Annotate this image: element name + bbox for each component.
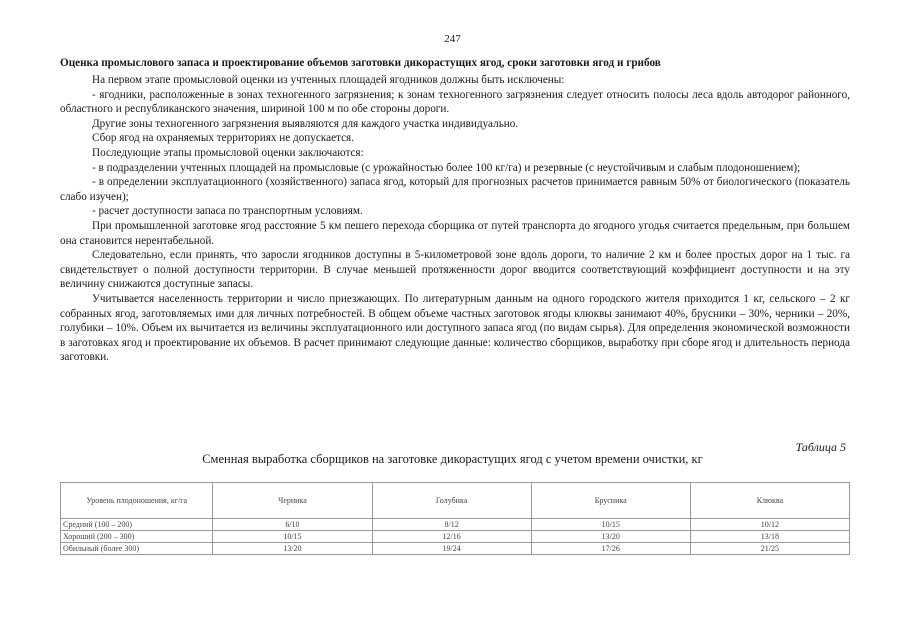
header-cell: Клюква xyxy=(690,483,849,519)
section-heading: Оценка промыслового запаса и проектирование объемов заготовки дикорастущих ягод, сроки заготовки ягод и грибов xyxy=(60,57,661,69)
paragraph: Учитывается населенность территории и число приезжающих. По литературным данным на одного городского жителя приходится 1 кг, сельского – 2 кг собранных ягод, заготовляемых ими для личных потребностей. В общем объеме частных заготовок ягоды клюквы занимают 40%, брусники – 30%, черники – 20%, голубики – 10%. Объем их вычитается из величины эксплуатационного или доступного запаса ягод (по видам сырья). Для определения экономической возможности в заготовках ягод и проектирование их объемов. В расчет принимают следующие данные: количество сборщиков, выработку при сборе ягод и длительность периода заготовки. xyxy=(60,292,850,364)
table-cell: 21/25 xyxy=(690,543,849,555)
yield-table xyxy=(60,482,850,555)
paragraph: Следовательно, если принять, что заросли ягодников доступны в 5-километровой зоне вдоль дороги, то наличие 2 км и более простых дорог на 1 тыс. га свидетельствует о полной доступности территории. В случае меньшей протяженности дорог вводится соответствующий коэффициент доступности и на эту величину снижаются доступные запасы. xyxy=(60,249,850,291)
table-cell: 13/20 xyxy=(531,531,690,543)
table-cell: 10/15 xyxy=(213,531,372,543)
paragraph: - в определении эксплуатационного (хозяйственного) запаса ягод, который для прогнозных расчетов принимается равным 50% от биологического (показатель слабо изучен); xyxy=(60,176,850,203)
table-header-row xyxy=(61,483,850,519)
table-row xyxy=(61,543,850,555)
paragraph: - расчет доступности запаса по транспортным условиям. xyxy=(92,205,363,218)
table-cell: 6/10 xyxy=(213,519,372,531)
table-row xyxy=(61,519,850,531)
header-cell: Голубика xyxy=(372,483,531,519)
table-cell: 8/12 xyxy=(372,519,531,531)
table-cell: Хороший (200 – 300) xyxy=(61,531,213,543)
paragraph: Другие зоны техногенного загрязнения выявляются для каждого участка индивидуально. xyxy=(92,117,519,130)
table-row xyxy=(61,531,850,543)
header-cell: Черника xyxy=(213,483,372,519)
page-number: 247 xyxy=(444,33,461,45)
paragraph: При промышленной заготовке ягод расстояние 5 км пешего перехода сборщика от путей транспорта до ягодного угодья считается предельным, при большем она становится нерентабельной. xyxy=(60,219,850,247)
table-title: Сменная выработка сборщиков на заготовке дикорастущих ягод с учетом времени очистки, кг xyxy=(202,452,703,466)
paragraph: На первом этапе промысловой оценки из учтенных площадей ягодников должны быть исключены: xyxy=(92,74,565,86)
header-cell: Брусника xyxy=(531,483,690,519)
paragraph: - ягодники, расположенные в зонах техногенного загрязнения; к зонам техногенного загрязнения следует относить полосы леса вдоль автодорог районного, областного и республиканского значения, шириной 100 м по обе стороны дороги. xyxy=(60,88,850,116)
table-cell: 10/12 xyxy=(690,519,849,531)
table-cell: 19/24 xyxy=(372,543,531,555)
table-number: Таблица 5 xyxy=(795,440,846,454)
table-cell: 13/20 xyxy=(213,543,372,555)
table-cell: 10/15 xyxy=(531,519,690,531)
table-cell: 13/18 xyxy=(690,531,849,543)
paragraph: Сбор ягод на охраняемых территориях не допускается. xyxy=(92,132,354,145)
table-cell: 17/26 xyxy=(531,543,690,555)
body-text xyxy=(60,73,850,365)
paragraph: - в подразделении учтенных площадей на промысловые (с урожайностью более 100 кг/га) и резервные (с неустойчивым и слабым плодоношением); xyxy=(92,161,801,174)
table-cell: Средний (100 – 200) xyxy=(61,519,213,531)
table-cell: 12/16 xyxy=(372,531,531,543)
table-cell: Обильный (более 300) xyxy=(61,543,213,555)
paragraph: Последующие этапы промысловой оценки заключаются: xyxy=(92,146,364,159)
header-cell: Уровень плодоношения, кг/га xyxy=(61,483,213,519)
